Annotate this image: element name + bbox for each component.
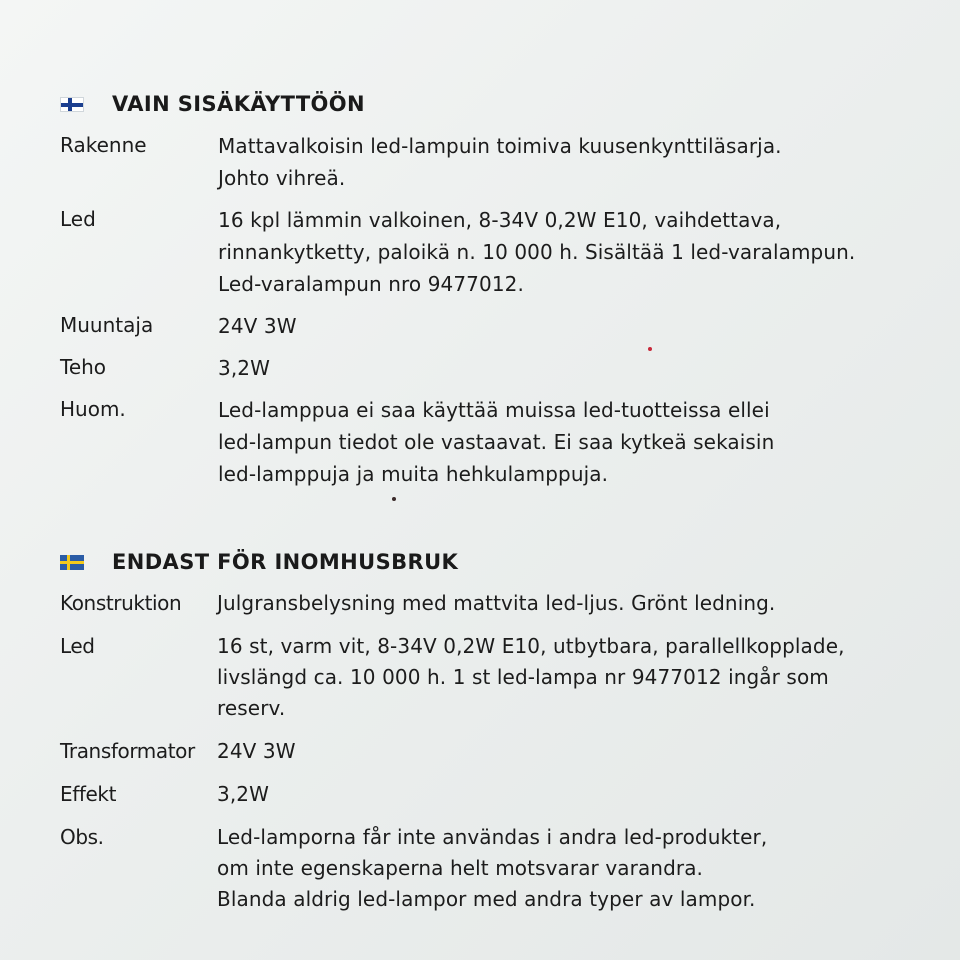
spec-value: 3,2W bbox=[218, 356, 270, 380]
swedish-section bbox=[60, 546, 940, 915]
spec-row-effekt bbox=[60, 779, 940, 810]
spec-value: 3,2W bbox=[217, 782, 269, 806]
spec-row-konstruktion bbox=[60, 588, 940, 619]
spec-value: Mattavalkoisin led-lampuin toimiva kuusenkynttiläsarja. Johto vihreä. bbox=[218, 134, 782, 190]
spec-value: Led-lamppua ei saa käyttää muissa led-tuotteissa ellei led-lampun tiedot ole vastaavat. Ei saa kytkeä sekaisin led-lamppuja ja muita hehkulamppuja. bbox=[218, 398, 775, 486]
spec-value: 16 st, varm vit, 8-34V 0,2W E10, utbytbara, parallellkopplade, livslängd ca. 10 000 h. 1 st led-lampa nr 9477012 ingår som reserv. bbox=[217, 634, 845, 720]
spec-row-transformator bbox=[60, 736, 940, 767]
spec-label: Muuntaja bbox=[60, 313, 154, 337]
spec-row-teho bbox=[60, 352, 940, 384]
print-speck bbox=[648, 347, 652, 351]
spec-label: Led bbox=[60, 634, 95, 658]
spec-value: 24V 3W bbox=[217, 739, 296, 763]
finland-flag-icon bbox=[60, 97, 84, 112]
spec-value: Julgransbelysning med mattvita led-ljus. Grönt ledning. bbox=[217, 591, 776, 615]
spec-row-led bbox=[60, 204, 940, 300]
sweden-flag-icon bbox=[60, 555, 84, 570]
print-speck bbox=[392, 497, 396, 501]
spec-label: Transformator bbox=[60, 739, 195, 763]
spec-row-rakenne bbox=[60, 130, 940, 194]
spec-row-muuntaja bbox=[60, 310, 940, 342]
spec-label: Effekt bbox=[60, 782, 117, 806]
spec-value: 24V 3W bbox=[218, 314, 297, 338]
finnish-heading bbox=[60, 88, 940, 120]
finnish-title: VAIN SISÄKÄYTTÖÖN bbox=[112, 92, 366, 116]
spec-label: Huom. bbox=[60, 397, 126, 421]
spec-label: Led bbox=[60, 207, 96, 231]
spec-value: Led-lamporna får inte användas i andra led-produkter, om inte egenskaperna helt motsvarar varandra. Blanda aldrig led-lampor med andra typer av lampor. bbox=[217, 825, 768, 911]
spec-label: Rakenne bbox=[60, 133, 147, 157]
spec-row-obs bbox=[60, 822, 940, 915]
spec-row-led bbox=[60, 631, 940, 724]
spec-label: Konstruktion bbox=[60, 591, 182, 615]
swedish-title: ENDAST FÖR INOMHUSBRUK bbox=[112, 550, 459, 574]
spec-row-huom bbox=[60, 394, 940, 490]
finnish-section bbox=[60, 88, 940, 490]
spec-label: Teho bbox=[60, 355, 107, 379]
spec-value: 16 kpl lämmin valkoinen, 8-34V 0,2W E10, vaihdettava, rinnankytketty, paloikä n. 10 000 h. Sisältää 1 led-varalampun. Led-varalampun nro 9477012. bbox=[218, 208, 856, 296]
swedish-heading bbox=[60, 546, 940, 578]
spec-label: Obs. bbox=[60, 825, 104, 849]
